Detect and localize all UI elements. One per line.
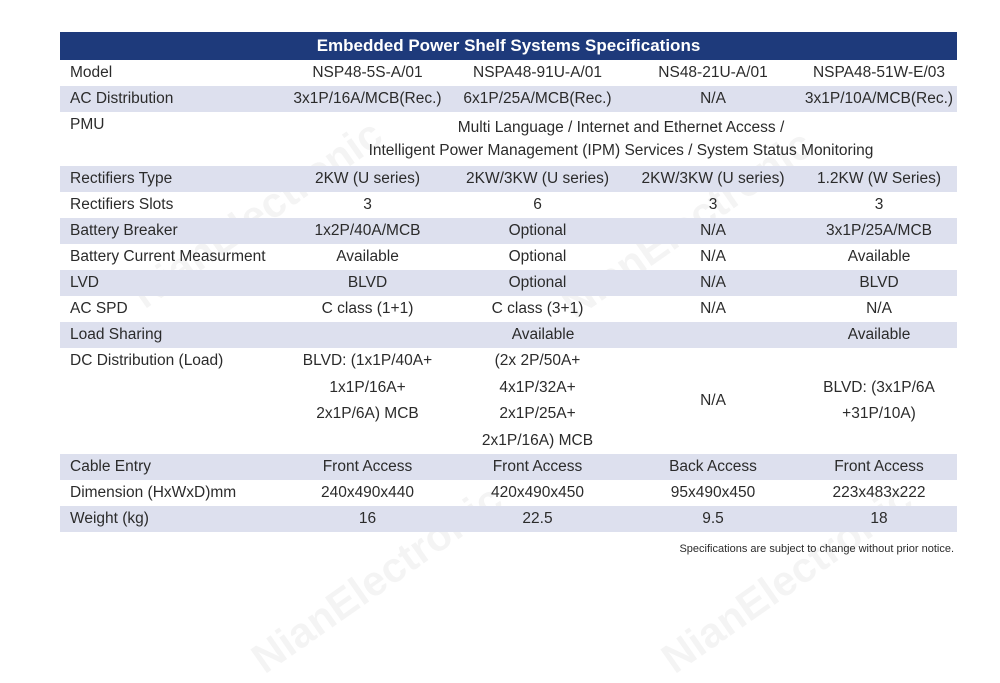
dc-line: (2x 2P/50A+ xyxy=(494,352,581,369)
table-row xyxy=(60,60,957,86)
dc-line: +31P/10A) xyxy=(842,405,916,422)
table-row xyxy=(60,348,957,454)
table-row xyxy=(60,480,957,506)
row-label: PMU xyxy=(70,116,105,133)
row-label: Rectifiers Type xyxy=(60,166,285,192)
row-label: Battery Breaker xyxy=(60,218,285,244)
cell-value: Back Access xyxy=(625,454,801,480)
cell-value xyxy=(285,348,450,454)
spec-sheet xyxy=(60,32,957,532)
table-row xyxy=(60,506,957,532)
table-row xyxy=(60,86,957,112)
row-label: Weight (kg) xyxy=(60,506,285,532)
table-row xyxy=(60,192,957,218)
dc-line: 2x1P/25A+ xyxy=(499,405,576,422)
dc-line: BLVD: (1x1P/40A+ xyxy=(302,352,433,369)
cell-value: 420x490x450 xyxy=(490,484,585,501)
cell-value: 3 xyxy=(874,196,884,213)
cell-value: N/A xyxy=(700,248,726,265)
cell-value: 223x483x222 xyxy=(832,484,926,501)
disclaimer-note: Specifications are subject to change without prior notice. xyxy=(679,543,954,555)
dc-line: 2x1P/6A) MCB xyxy=(316,405,419,422)
table-row xyxy=(60,218,957,244)
cell-value: 16 xyxy=(285,506,450,532)
cell-value: N/A xyxy=(625,218,801,244)
cell-value: 6x1P/25A/MCB(Rec.) xyxy=(450,86,625,112)
cell-value xyxy=(450,348,625,454)
table-row xyxy=(60,322,957,348)
row-label: Model xyxy=(70,64,113,81)
table-row xyxy=(60,112,957,166)
row-label: AC Distribution xyxy=(60,86,285,112)
cell-value: Optional xyxy=(450,218,625,244)
table-row xyxy=(60,454,957,480)
cell-value: Front Access xyxy=(285,454,450,480)
cell-value: 95x490x450 xyxy=(670,484,756,501)
row-label: AC SPD xyxy=(70,300,128,317)
cell-value: Available xyxy=(285,322,801,348)
table-row xyxy=(60,244,957,270)
spec-table xyxy=(60,60,957,532)
cell-value: Front Access xyxy=(450,454,625,480)
pmu-line: Multi Language / Internet and Ethernet Access / xyxy=(457,119,785,136)
cell-value: 9.5 xyxy=(625,506,801,532)
dc-line: 2x1P/16A) MCB xyxy=(481,431,594,449)
cell-value: Available xyxy=(847,248,911,265)
row-label: Battery Current Measurment xyxy=(70,248,266,265)
cell-value: Front Access xyxy=(801,454,957,480)
table-title: Embedded Power Shelf Systems Specifications xyxy=(60,32,957,60)
cell-value: 3x1P/16A/MCB(Rec.) xyxy=(285,86,450,112)
pmu-description xyxy=(285,112,957,166)
cell-value: 6 xyxy=(533,196,542,213)
table-row xyxy=(60,166,957,192)
cell-value: N/A xyxy=(700,392,726,409)
cell-value: BLVD xyxy=(285,270,450,296)
dc-line: BLVD: (3x1P/6A xyxy=(823,378,935,396)
cell-value: 3x1P/25A/MCB xyxy=(801,218,957,244)
cell-value: 3x1P/10A/MCB(Rec.) xyxy=(801,86,957,112)
cell-value: BLVD xyxy=(801,270,957,296)
cell-value: 3 xyxy=(708,196,718,213)
cell-value: C class (1+1) xyxy=(321,300,414,317)
cell-value: Available xyxy=(801,322,957,348)
cell-value: NS48-21U-A/01 xyxy=(658,64,768,81)
pmu-line: Intelligent Power Management (IPM) Services / System Status Monitoring xyxy=(368,142,874,159)
cell-value: 240x490x440 xyxy=(320,484,415,501)
cell-value: 2KW/3KW (U series) xyxy=(450,166,625,192)
cell-value: NSP48-5S-A/01 xyxy=(312,64,423,81)
cell-value: N/A xyxy=(700,300,726,317)
dc-line: 4x1P/32A+ xyxy=(499,378,576,396)
row-label: Cable Entry xyxy=(60,454,285,480)
cell-value: N/A xyxy=(866,300,892,317)
cell-value: 2KW/3KW (U series) xyxy=(625,166,801,192)
cell-value: Optional xyxy=(450,270,625,296)
cell-value: N/A xyxy=(625,270,801,296)
cell-value xyxy=(801,348,957,454)
cell-value: 3 xyxy=(363,196,372,213)
cell-value: 22.5 xyxy=(450,506,625,532)
row-label: DC Distribution (Load) xyxy=(70,352,224,369)
cell-value: C class (3+1) xyxy=(491,300,584,317)
row-label: Dimension (HxWxD)mm xyxy=(70,484,237,501)
row-label: LVD xyxy=(60,270,285,296)
cell-value: NSPA48-51W-E/03 xyxy=(812,64,946,81)
table-row xyxy=(60,296,957,322)
row-label: Rectifiers Slots xyxy=(70,196,174,213)
table-row xyxy=(60,270,957,296)
cell-value: Optional xyxy=(508,248,567,265)
cell-value: N/A xyxy=(625,86,801,112)
cell-value: 1.2KW (W Series) xyxy=(801,166,957,192)
cell-value: Available xyxy=(336,248,399,265)
row-label: Load Sharing xyxy=(60,322,285,348)
dc-line: 1x1P/16A+ xyxy=(329,378,406,396)
cell-value: 2KW (U series) xyxy=(285,166,450,192)
cell-value: 18 xyxy=(801,506,957,532)
cell-value: NSPA48-91U-A/01 xyxy=(473,64,602,81)
cell-value: 1x2P/40A/MCB xyxy=(285,218,450,244)
